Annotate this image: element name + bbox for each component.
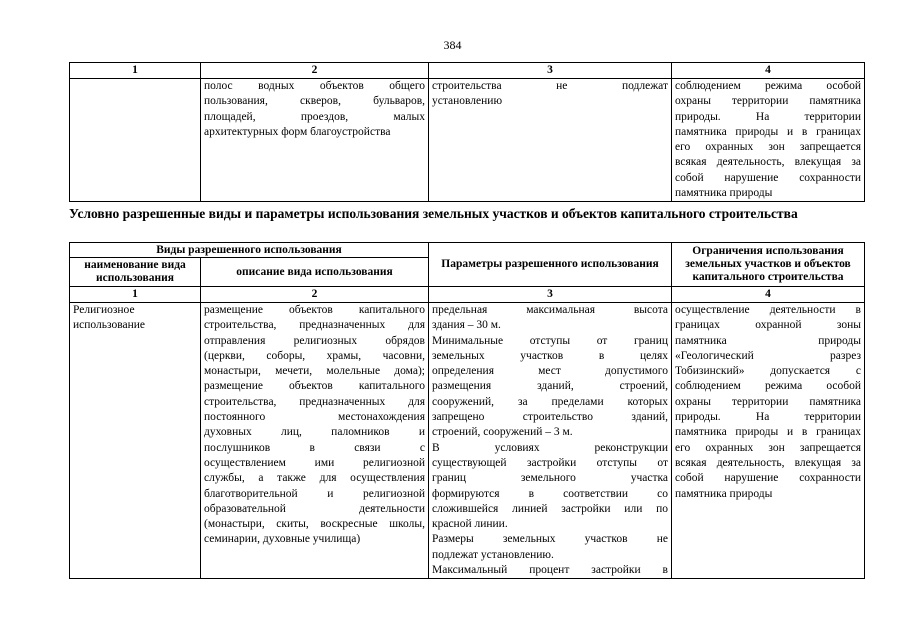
text-line: полос водных объектов общего [204, 80, 425, 92]
text-line: соблюдением режима особой [675, 380, 861, 393]
text-line: соблюдением режима особой [675, 80, 861, 92]
header-parameters: Параметры разрешенного использования [429, 243, 672, 287]
text-line: сооружений, за пределами которых [432, 395, 668, 408]
text-line: установлению [432, 95, 503, 108]
text-line: строительства, предназначенных для [204, 395, 425, 408]
text-line: отправления религиозных обрядов [204, 334, 425, 347]
text-line: размещения зданий, строений, [432, 380, 668, 393]
text-line: духовных лиц, паломников и [204, 426, 425, 439]
text-line: (церкви, соборы, храмы, часовни, [204, 349, 425, 362]
column-number-row [70, 63, 865, 79]
text-line: природы. На территории [675, 110, 861, 123]
text-line: его охранных зон запрещается [675, 141, 861, 154]
text-line: всякая деятельность, влекущая за [675, 156, 861, 169]
text-line: границах охранной зоны [675, 319, 861, 332]
text-line: службы, а также для осуществления [204, 472, 425, 485]
column-number: 2 [201, 63, 429, 79]
cell-description [201, 303, 429, 579]
text-line: осуществление деятельности в [675, 304, 861, 316]
top-table [69, 62, 865, 202]
text-line: благотворительной и религиозной [204, 487, 425, 500]
cell-limits [672, 303, 865, 579]
text-line: земельных участков в целях [432, 349, 668, 362]
text-line: сложившейся линией застройки или по [432, 502, 668, 515]
column-number: 1 [70, 287, 201, 303]
text-line: постоянного местонахождения [204, 411, 425, 424]
text-line: Тобизинский» допускается с [675, 365, 861, 378]
text-line: памятника природы [675, 334, 861, 347]
cell-parameters [429, 79, 672, 202]
text-line: собой нарушение сохранности [675, 171, 861, 184]
table-row [70, 303, 865, 579]
text-line: памятника природы [675, 187, 773, 200]
cell-name [70, 79, 201, 202]
text-line: семинарии, духовные училища) [204, 533, 361, 546]
text-line: определения мест допустимого [432, 365, 668, 378]
text-line: существующей застройки отступы от [432, 456, 668, 469]
text-line: строительства, предназначенных для [204, 319, 425, 332]
text-line: границ земельного участка [432, 472, 668, 485]
text-line: образовательной деятельности [204, 502, 425, 515]
text-line: (монастыри, скиты, воскресные школы, [204, 518, 425, 531]
text-line: Религиозное [73, 304, 135, 316]
text-line: размещение объектов капитального [204, 380, 425, 393]
column-number-row [70, 287, 865, 303]
column-number: 4 [672, 287, 865, 303]
cell-description [201, 79, 429, 202]
section-title: Условно разрешенные виды и параметры использования земельных участков и объектов капитального строительства [69, 206, 798, 221]
text-line: размещение объектов капитального [204, 304, 425, 316]
header-row [70, 243, 865, 258]
header-description: описание вида использования [201, 258, 429, 287]
text-line: памятника природы и в границах [675, 426, 861, 439]
table-row [70, 79, 865, 202]
page-number: 384 [443, 38, 462, 52]
text-line: строительства не подлежат [432, 80, 668, 92]
column-number: 3 [429, 63, 672, 79]
column-number: 3 [429, 287, 672, 303]
text-line: формируются в соответствии со [432, 487, 668, 500]
text-line: площадей, проездов, малых [204, 110, 425, 123]
text-line: осуществлением ими религиозной [204, 456, 425, 469]
cell-limits [672, 79, 865, 202]
text-line: всякая деятельность, влекущая за [675, 456, 861, 469]
column-number: 2 [201, 287, 429, 303]
text-line: монастыри, мечети, молельные дома); [204, 365, 425, 378]
text-line: природы. На территории [675, 411, 861, 424]
text-line: запрещено строительство зданий, [432, 411, 668, 424]
column-number: 4 [672, 63, 865, 79]
text-line: использование [73, 319, 146, 332]
header-name: наименование вида использования [70, 258, 201, 287]
text-line: послушников в связи с [204, 441, 425, 454]
text-line: здания – 30 м. [432, 319, 501, 332]
text-line: В условиях реконструкции [432, 441, 668, 454]
text-line: памятника природы [675, 487, 773, 500]
text-line: подлежат установлению. [432, 548, 554, 561]
text-line: пользования, скверов, бульваров, [204, 95, 425, 108]
text-line: Максимальный процент застройки в [432, 564, 668, 577]
text-line: памятника природы и в границах [675, 125, 861, 138]
text-line: его охранных зон запрещается [675, 441, 861, 454]
text-line: «Геологический разрез [675, 349, 861, 362]
header-group: Виды разрешенного использования [70, 243, 429, 258]
cell-name [70, 303, 201, 579]
text-line: охраны территории памятника [675, 395, 861, 408]
column-number: 1 [70, 63, 201, 79]
main-table [69, 242, 865, 579]
text-line: Минимальные отступы от границ [432, 334, 668, 347]
header-limits: Ограничения использования земельных участков и объектов капитального строительства [672, 243, 865, 287]
cell-parameters [429, 303, 672, 579]
text-line: предельная максимальная высота [432, 304, 668, 316]
text-line: Размеры земельных участков не [432, 533, 668, 546]
text-line: строений, сооружений – 3 м. [432, 426, 573, 439]
text-line: охраны территории памятника [675, 95, 861, 108]
text-line: собой нарушение сохранности [675, 472, 861, 485]
text-line: красной линии. [432, 518, 508, 531]
text-line: архитектурных форм благоустройства [204, 125, 391, 138]
